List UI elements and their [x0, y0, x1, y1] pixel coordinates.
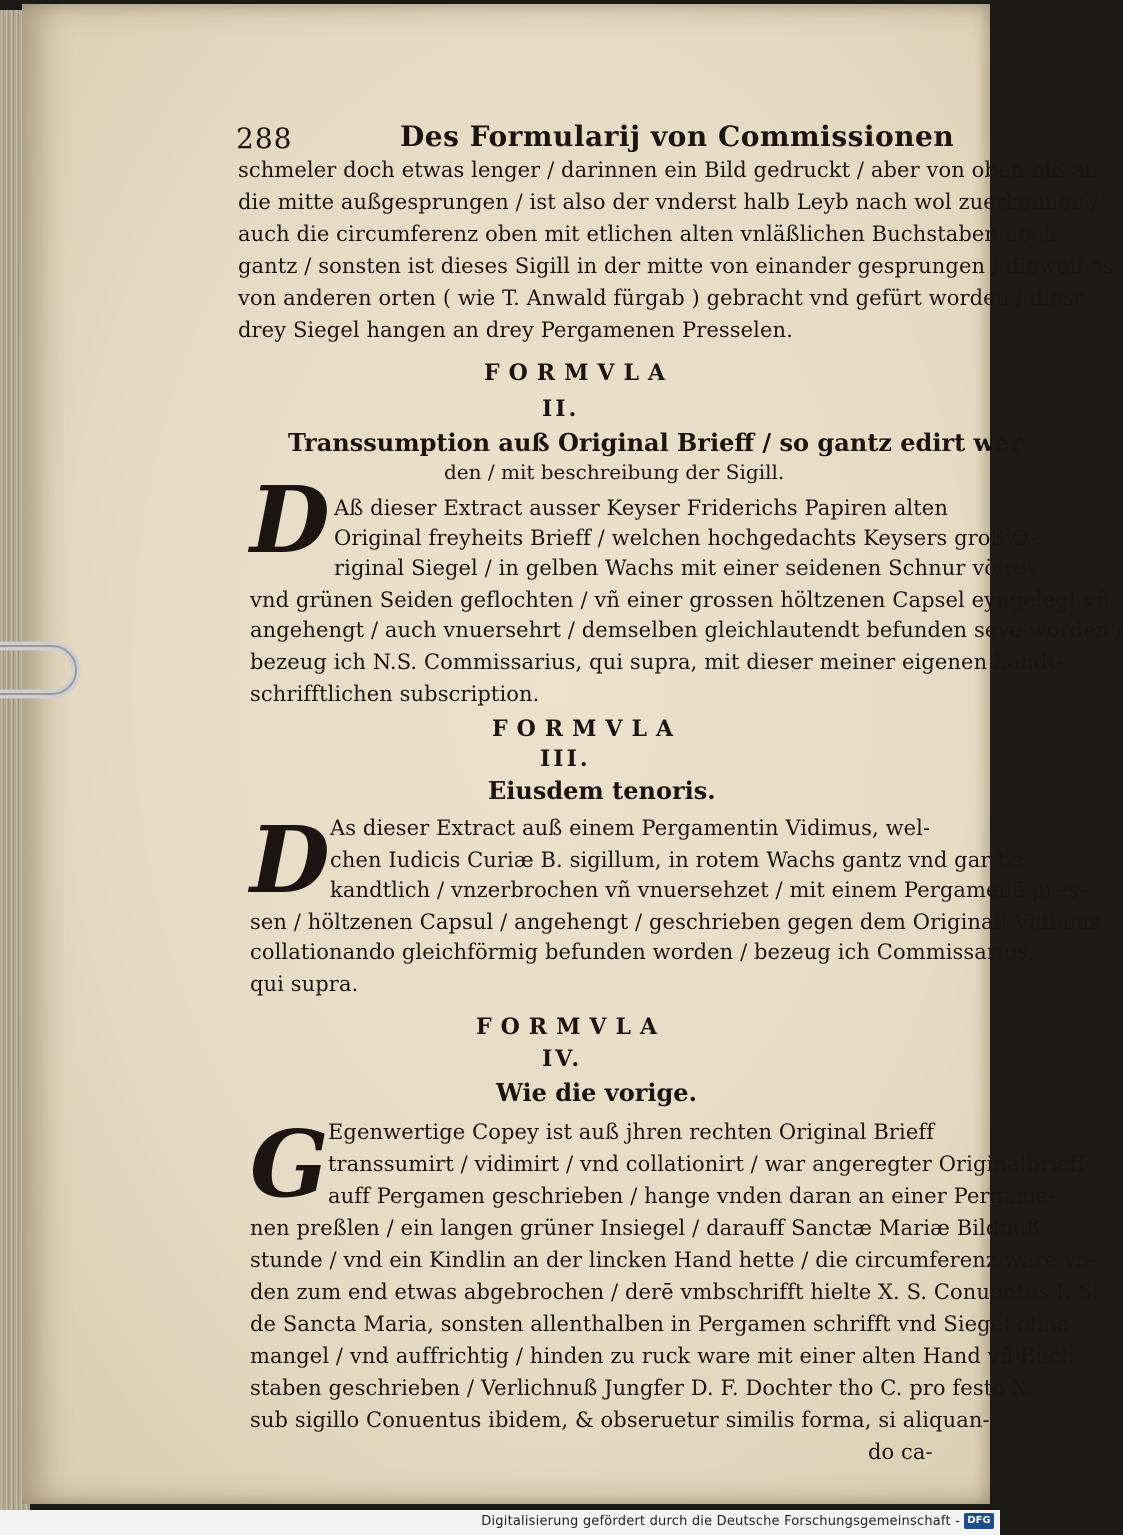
formula-line: staben geschrieben / Verlichnuß Jungfer D. F. Dochter tho C. pro festo X.: [250, 1376, 1034, 1400]
formula-line: vnd grünen Seiden geflochten / vñ einer grossen höltzenen Capsel eyngelegt vñ: [250, 588, 1110, 612]
intro-line: auch die circumferenz oben mit etlichen alten vnläßlichen Buchstaben noch: [238, 222, 1057, 246]
formula-line: angehengt / auch vnuersehrt / demselben gleichlautendt befunden seye worden /: [250, 618, 1123, 642]
running-title: Des Formularij von Commissionen: [400, 120, 955, 153]
formula-line: nen preßlen / ein langen grüner Insiegel / darauff Sanctæ Mariæ Bildnuß: [250, 1216, 1041, 1240]
intro-line: schmeler doch etwas lenger / darinnen ein Bild gedruckt / aber von oben biß an: [238, 158, 1099, 182]
intro-line: die mitte außgesprungen / ist also der vnderst halb Leyb nach wol zuerkennen /: [238, 190, 1099, 214]
formula-line: transsumirt / vidimirt / vnd collationirt / war angeregter Originalbrieff: [328, 1152, 1086, 1176]
formula-line: Aß dieser Extract ausser Keyser Friderichs Papiren alten: [334, 496, 948, 520]
catchword: do ca-: [868, 1440, 933, 1464]
intro-line: von anderen orten ( wie T. Anwald fürgab ) gebracht vnd gefürt worden / diese: [238, 286, 1087, 310]
drop-cap: D: [250, 806, 330, 914]
formula-line: kandtlich / vnzerbrochen vñ vnuersehzet / mit einem Pergamenē pres-: [330, 878, 1086, 902]
formula-title: Wie die vorige.: [496, 1078, 697, 1107]
formula-line: sen / höltzenen Capsul / angehengt / geschrieben gegen dem Originali Vidimus: [250, 910, 1101, 934]
formula-title: den / mit beschreibung der Sigill.: [444, 460, 785, 484]
drop-cap: G: [250, 1110, 329, 1218]
formula-line: mangel / vnd auffrichtig / hinden zu ruck ware mit einer alten Hand vñ Buch-: [250, 1344, 1082, 1368]
formula-number: II.: [542, 396, 580, 422]
intro-line: gantz / sonsten ist dieses Sigill in der mitte von einander gesprungen / dieweil es: [238, 254, 1114, 278]
funding-credit: Digitalisierung gefördert durch die Deutsche Forschungsgemeinschaft -: [481, 1514, 960, 1529]
paper-clip: [0, 632, 80, 712]
intro-line: drey Siegel hangen an drey Pergamenen Presselen.: [238, 318, 793, 342]
formula-heading: FORMVLA: [476, 1014, 667, 1040]
formula-line: As dieser Extract auß einem Pergamentin Vidimus, wel-: [330, 816, 931, 840]
formula-heading: FORMVLA: [492, 716, 683, 742]
formula-heading: FORMVLA: [484, 360, 675, 386]
formula-line: den zum end etwas abgebrochen / derē vmbschrifft hielte X. S. Conuentus I. S.: [250, 1280, 1099, 1304]
formula-line: collationando gleichförmig befunden worden / bezeug ich Commissarius,: [250, 940, 1036, 964]
dfg-logo: DFG: [964, 1513, 994, 1529]
formula-line: riginal Siegel / in gelben Wachs mit einer seidenen Schnur vö rot: [334, 556, 1036, 580]
formula-title: Transsumption auß Original Brieff / so gantz edirt wer-: [288, 428, 1033, 457]
formula-line: sub sigillo Conuentus ibidem, & obseruetur similis forma, si aliquan-: [250, 1408, 990, 1432]
formula-line: chen Iudicis Curiæ B. sigillum, in rotem Wachs gantz vnd gar be-: [330, 848, 1031, 872]
formula-line: qui supra.: [250, 972, 359, 996]
formula-line: auff Pergamen geschrieben / hange vnden daran an einer Pergame-: [328, 1184, 1056, 1208]
formula-line: Egenwertige Copey ist auß jhren rechten Original Brieff: [328, 1120, 935, 1144]
page-number: 288: [236, 122, 293, 155]
formula-title: Eiusdem tenoris.: [488, 776, 716, 805]
formula-line: bezeug ich N.S. Commissarius, qui supra, mit dieser meiner eigenen handt-: [250, 650, 1064, 674]
formula-line: de Sancta Maria, sonsten allenthalben in Pergamen schrifft vnd Siegel ohne: [250, 1312, 1070, 1336]
drop-cap: D: [250, 466, 330, 574]
formula-number: III.: [540, 746, 591, 772]
formula-line: stunde / vnd ein Kindlin an der lincken Hand hette / die circumferenz ware vn-: [250, 1248, 1097, 1272]
formula-line: schrifftlichen subscription.: [250, 682, 540, 706]
formula-line: Original freyheits Brieff / welchen hochgedachts Keysers groß O-: [334, 526, 1037, 550]
formula-number: IV.: [542, 1046, 583, 1072]
